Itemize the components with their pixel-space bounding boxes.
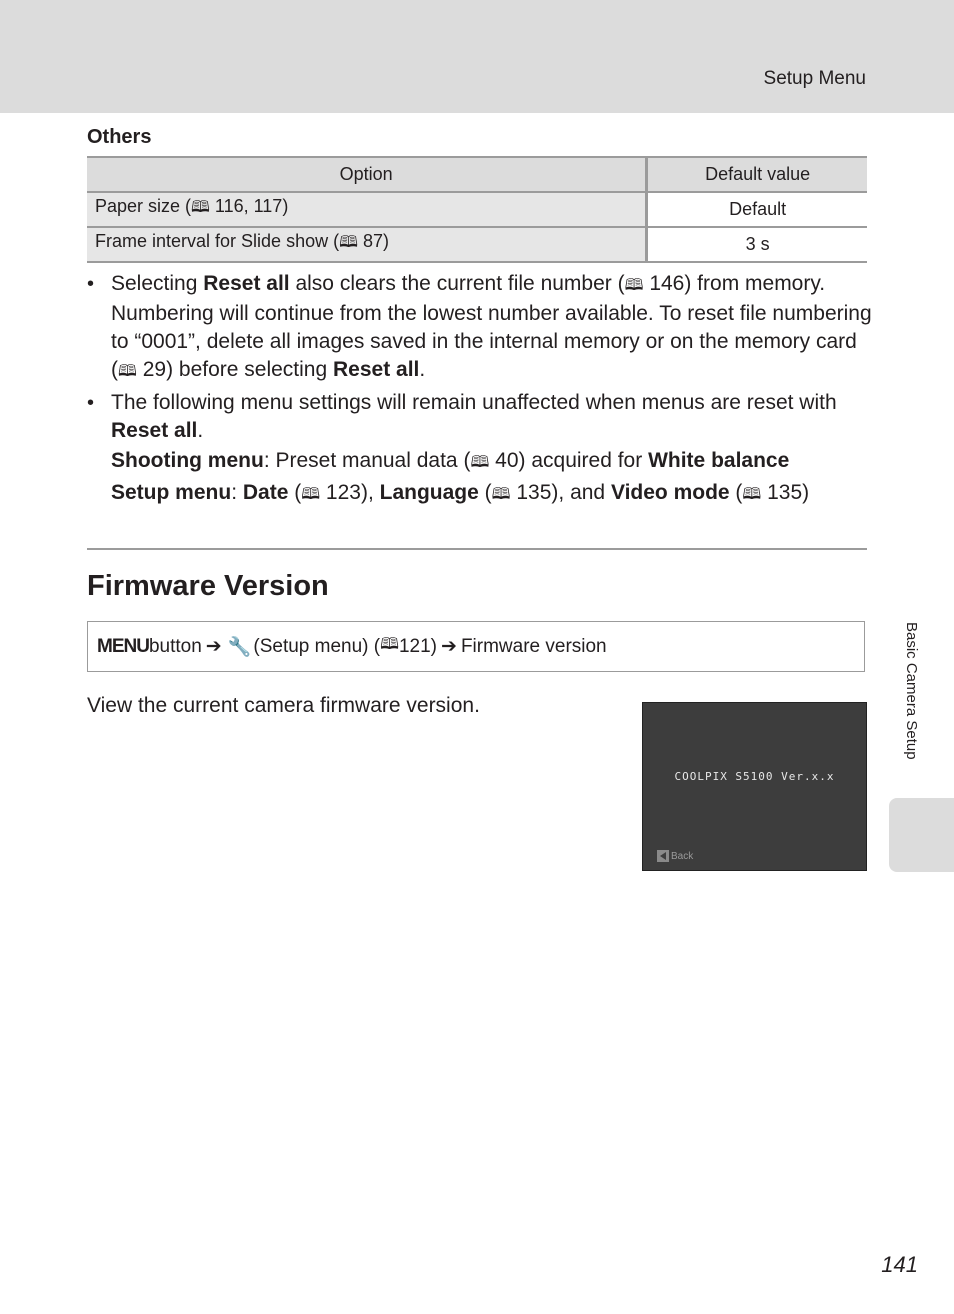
firmware-version-text: COOLPIX S5100 Ver.x.x xyxy=(674,770,835,783)
value-cell: 3 s xyxy=(647,227,867,262)
bullet-text: The following menu settings will remain unaffected when menus are reset with Reset all. xyxy=(111,391,837,442)
arrow-icon: ➔ xyxy=(205,636,222,657)
section-heading: Firmware Version xyxy=(87,570,329,602)
reference-book-icon: 🕮 xyxy=(470,454,490,471)
reference-book-icon: 🕮 xyxy=(380,636,399,653)
bullet-text: Selecting Reset all also clears the current file number (🕮 146) from memory. Numbering will continue from the lowest number available. To reset file numbering to “0001”, delete all images saved in the internal memory or on the memory card (🕮 29) before selecting Reset all. xyxy=(111,272,872,381)
menu-path-box: MENU button ➔ 🔧 (Setup menu) ( 🕮 121) ➔ Firmware version xyxy=(87,621,865,672)
wrench-icon: 🔧 xyxy=(227,636,252,658)
option-cell: Paper size (🕮 116, 117) xyxy=(87,192,647,227)
reference-book-icon: 🕮 xyxy=(339,234,358,251)
notes-list xyxy=(87,270,877,512)
reference-book-icon: 🕮 xyxy=(118,363,137,380)
reference-book-icon: 🕮 xyxy=(624,277,644,294)
page-number: 141 xyxy=(881,1252,918,1277)
column-header-option: Option xyxy=(87,157,647,192)
back-indicator: Back xyxy=(657,850,693,862)
column-header-default: Default value xyxy=(647,157,867,192)
others-section-label: Others xyxy=(87,126,152,148)
running-header: Setup Menu xyxy=(763,68,866,89)
defaults-table xyxy=(87,156,867,263)
camera-screen-image xyxy=(642,702,867,871)
list-item xyxy=(87,389,877,509)
setup-menu-note: Setup menu: Date (🕮 123), Language (🕮 135), and Video mode (🕮 135) xyxy=(111,481,810,504)
table-row xyxy=(87,192,867,227)
table-row xyxy=(87,227,867,262)
back-arrow-icon xyxy=(657,850,669,862)
table-header-row xyxy=(87,157,867,192)
firmware-description: View the current camera firmware version. xyxy=(87,694,480,717)
reference-book-icon: 🕮 xyxy=(191,199,210,216)
option-cell: Frame interval for Slide show (🕮 87) xyxy=(87,227,647,262)
arrow-icon: ➔ xyxy=(441,636,457,657)
reference-book-icon: 🕮 xyxy=(301,486,321,503)
bullet-icon: • xyxy=(87,273,95,295)
section-divider xyxy=(87,548,867,550)
reference-book-icon: 🕮 xyxy=(742,486,762,503)
side-tab-label: Basic Camera Setup xyxy=(903,622,920,760)
bullet-icon: • xyxy=(87,392,95,414)
shooting-menu-note: Shooting menu: Preset manual data (🕮 40) acquired for White balance xyxy=(111,449,790,472)
value-cell: Default xyxy=(647,192,867,227)
reference-book-icon: 🕮 xyxy=(491,486,511,503)
list-item xyxy=(87,270,877,386)
menu-button-icon: MENU xyxy=(97,635,149,657)
header-band xyxy=(0,0,954,113)
side-tab xyxy=(889,798,954,872)
